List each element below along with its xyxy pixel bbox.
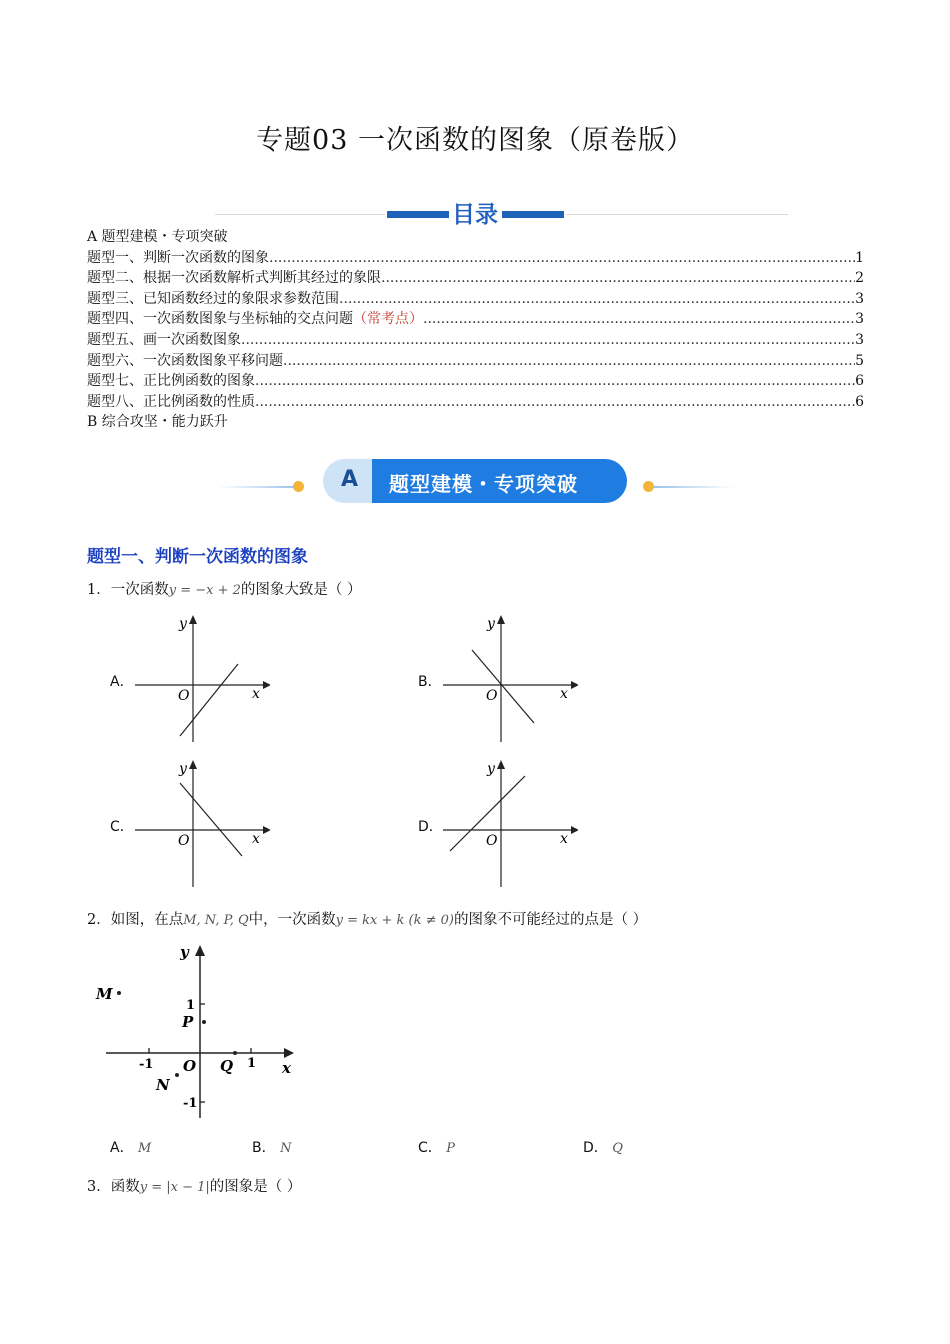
graph-option-c[interactable] <box>130 757 270 891</box>
equation: y = kx + k (k ≠ 0) <box>335 913 454 928</box>
toc-item[interactable]: 题型七、正比例函数的图象 ..... 6 <box>87 371 864 392</box>
origin-label: O <box>486 833 498 849</box>
equation: y = |x − 1| <box>139 1180 210 1195</box>
option-a[interactable]: A． M <box>110 1140 152 1156</box>
y-axis-label: y <box>487 616 495 632</box>
x-axis-label: x <box>282 1059 291 1077</box>
point-m-label: M <box>96 985 113 1003</box>
option-c-label[interactable]: C． <box>110 819 134 835</box>
x-axis-label: x <box>560 686 568 702</box>
toc-heading-line-right <box>566 214 788 215</box>
option-b-label[interactable]: B． <box>418 674 442 690</box>
tick-label-neg1: -1 <box>183 1096 198 1111</box>
graph-option-a[interactable] <box>130 612 270 746</box>
option-a-label[interactable]: A． <box>110 674 134 690</box>
banner-line-right <box>654 486 734 488</box>
option-b[interactable]: B． N <box>252 1140 292 1156</box>
question-2: 2．如图，在点M, N, P, Q中，一次函数y = kx + k (k ≠ 0)的图象不可能经过的点是（ ） <box>87 912 648 928</box>
y-axis-label: y <box>179 761 187 777</box>
toc-item[interactable]: 题型一、判断一次函数的图象 ..... 1 <box>87 248 864 269</box>
banner-letter-box: A <box>323 459 375 503</box>
tick-label-neg1: -1 <box>139 1057 154 1072</box>
y-axis-label: y <box>487 761 495 777</box>
toc-item[interactable]: 题型五、画一次函数图象 ..... 3 <box>87 330 864 351</box>
point-m <box>117 991 121 995</box>
toc-item[interactable]: B 综合攻坚・能力跃升 <box>87 414 228 431</box>
table-of-contents <box>87 227 864 433</box>
page-title: 专题03 一次函数的图象（原卷版） <box>256 125 694 156</box>
point-p-label: P <box>182 1013 194 1031</box>
question-1: 1．一次函数y = −x + 2的图象大致是（ ） <box>87 582 362 598</box>
equation: y = −x + 2 <box>168 583 241 598</box>
toc-item[interactable]: 题型六、一次函数图象平移问题 ..... 5 <box>87 351 864 372</box>
toc-heading: 目录 <box>452 202 498 228</box>
origin-label: O <box>183 1057 197 1075</box>
option-c[interactable]: C． P <box>418 1140 455 1156</box>
point-n <box>175 1073 179 1077</box>
coordinate-figure <box>94 940 304 1122</box>
graph-option-b[interactable] <box>438 612 578 746</box>
tick-label-1: 1 <box>247 1056 257 1071</box>
x-axis-label: x <box>252 831 260 847</box>
banner-title-box: 题型建模・专项突破 <box>372 459 627 503</box>
x-axis-label: x <box>252 686 260 702</box>
question-3: 3．函数y = |x − 1|的图象是（ ） <box>87 1179 302 1195</box>
point-q-label: Q <box>220 1057 234 1075</box>
banner-dot-right <box>643 481 654 492</box>
banner-dot-left <box>293 481 304 492</box>
point-n-label: N <box>156 1076 170 1094</box>
option-d-label[interactable]: D． <box>418 819 443 835</box>
y-axis-label: y <box>179 616 187 632</box>
toc-item[interactable]: 题型四、一次函数图象与坐标轴的交点问题 （常考点） ..... 3 <box>87 309 864 330</box>
banner-line-left <box>218 486 296 488</box>
points-list: M, N, P, Q <box>183 913 249 928</box>
toc-heading-line-left <box>215 214 385 215</box>
y-axis-label: y <box>180 943 189 961</box>
point-q <box>233 1051 237 1055</box>
toc-heading-bar-right <box>502 211 564 218</box>
toc-item[interactable]: 题型三、已知函数经过的象限求参数范围 ..... 3 <box>87 289 864 310</box>
section-heading: 题型一、判断一次函数的图象 <box>87 547 308 567</box>
toc-item[interactable]: A 题型建模・专项突破 <box>87 229 228 245</box>
point-p <box>202 1020 206 1024</box>
toc-item[interactable]: 题型八、正比例函数的性质 ..... 6 <box>87 392 864 413</box>
tick-label-1: 1 <box>186 998 196 1013</box>
x-axis-label: x <box>560 831 568 847</box>
toc-heading-bar-left <box>387 211 449 218</box>
option-d[interactable]: D． Q <box>583 1140 623 1156</box>
graph-option-d[interactable] <box>438 757 578 891</box>
origin-label: O <box>178 833 190 849</box>
origin-label: O <box>486 688 498 704</box>
toc-item[interactable]: 题型二、根据一次函数解析式判断其经过的象限 ..... 2 <box>87 268 864 289</box>
frequent-tag: （常考点） <box>353 311 423 328</box>
origin-label: O <box>178 688 190 704</box>
